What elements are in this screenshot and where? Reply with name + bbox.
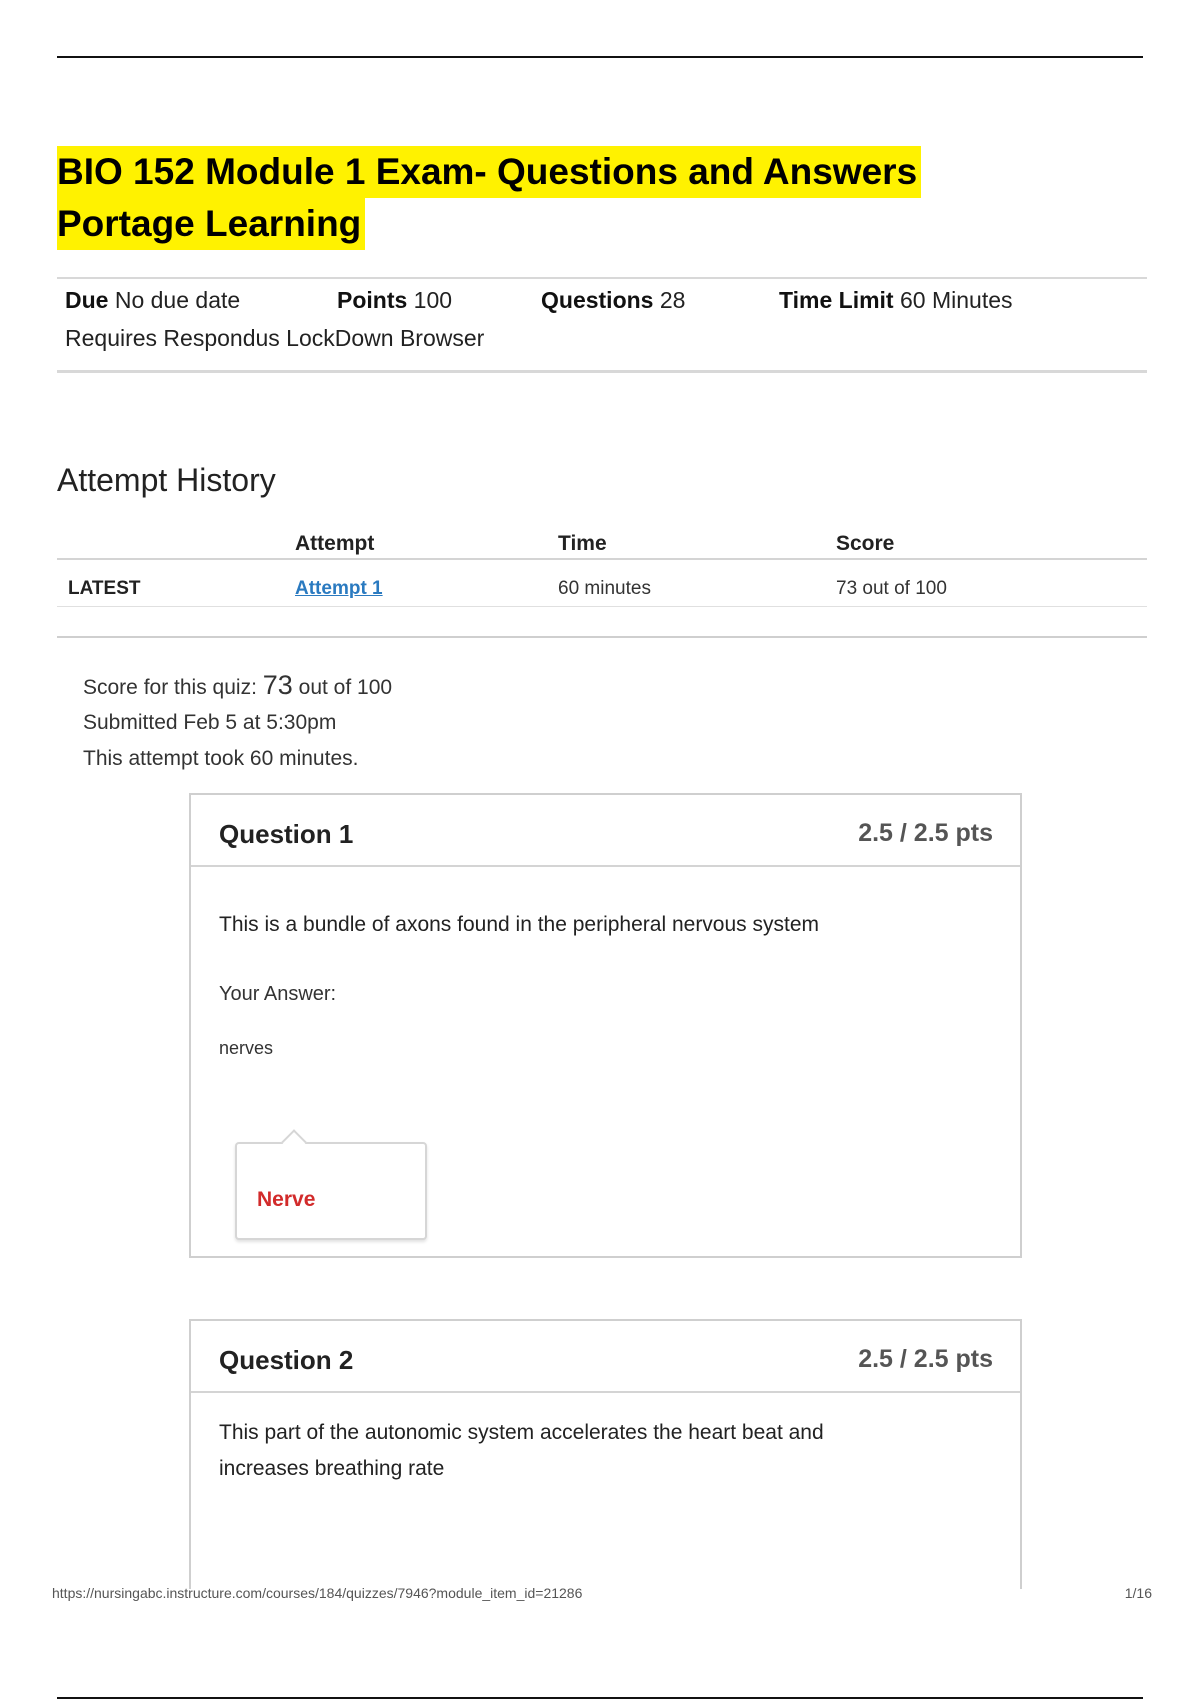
table-header-divider (57, 558, 1147, 560)
column-header-attempt: Attempt (295, 532, 375, 555)
question-text-line-2: increases breathing rate (219, 1457, 445, 1480)
meta-time-limit-label: Time Limit (779, 287, 894, 313)
question-title: Question 1 (219, 819, 354, 849)
question-card-2 (189, 1319, 1022, 1589)
question-points: 2.5 / 2.5 pts (858, 1345, 993, 1373)
table-bottom-divider (57, 636, 1147, 638)
your-answer-value: nerves (219, 1038, 274, 1058)
answer-comment-bubble (235, 1142, 427, 1240)
meta-time-limit-value: 60 Minutes (900, 287, 1013, 313)
score-value: 73 (262, 670, 293, 700)
bubble-pointer (281, 1129, 306, 1154)
footer-page-number: 1/16 (1124, 1585, 1152, 1601)
attempt-score: 73 out of 100 (836, 578, 947, 599)
top-rule (57, 56, 1143, 58)
meta-points-value: 100 (413, 287, 453, 313)
question-text: This is a bundle of axons found in the peripheral nervous system (219, 913, 820, 936)
question-card-1 (189, 793, 1022, 1258)
quiz-score-line (83, 670, 392, 701)
duration-line: This attempt took 60 minutes. (83, 747, 359, 770)
meta-questions (541, 287, 685, 314)
question-title: Question 2 (219, 1345, 354, 1375)
latest-tag: LATEST (68, 578, 141, 599)
meta-questions-value: 28 (659, 287, 686, 313)
question-header (191, 1321, 1020, 1393)
your-answer-label: Your Answer: (219, 983, 337, 1005)
attempt-history-heading: Attempt History (57, 462, 276, 498)
meta-points (337, 287, 452, 314)
question-points: 2.5 / 2.5 pts (858, 819, 993, 847)
question-header (191, 795, 1020, 867)
meta-due (65, 287, 240, 314)
score-suffix: out of 100 (298, 676, 393, 699)
footer-url: https://nursingabc.instructure.com/courses/184/quizzes/7946?module_item_id=21286 (52, 1585, 583, 1601)
score-prefix: Score for this quiz: (83, 676, 257, 699)
column-header-time: Time (558, 532, 607, 555)
document-title (57, 146, 1147, 250)
meta-due-label: Due (65, 287, 109, 313)
meta-questions-label: Questions (541, 287, 654, 313)
attempt-1-link[interactable]: Attempt 1 (295, 578, 383, 599)
question-text-line-1: This part of the autonomic system accelerates the heart beat and (219, 1421, 824, 1444)
lockdown-requirement: Requires Respondus LockDown Browser (65, 325, 485, 351)
meta-divider-bottom (57, 370, 1147, 373)
bottom-rule (57, 1697, 1143, 1699)
column-header-score: Score (836, 532, 895, 555)
meta-time-limit (779, 287, 1013, 314)
attempt-time: 60 minutes (558, 578, 651, 599)
meta-points-label: Points (337, 287, 408, 313)
meta-due-value: No due date (114, 287, 241, 313)
title-line-2: Portage Learning (57, 198, 365, 250)
answer-comment-text: Nerve (257, 1188, 316, 1211)
meta-divider-top (57, 277, 1147, 279)
table-row-divider (57, 606, 1147, 607)
submitted-line: Submitted Feb 5 at 5:30pm (83, 711, 337, 734)
title-line-1: BIO 152 Module 1 Exam- Questions and Answers (57, 146, 921, 198)
